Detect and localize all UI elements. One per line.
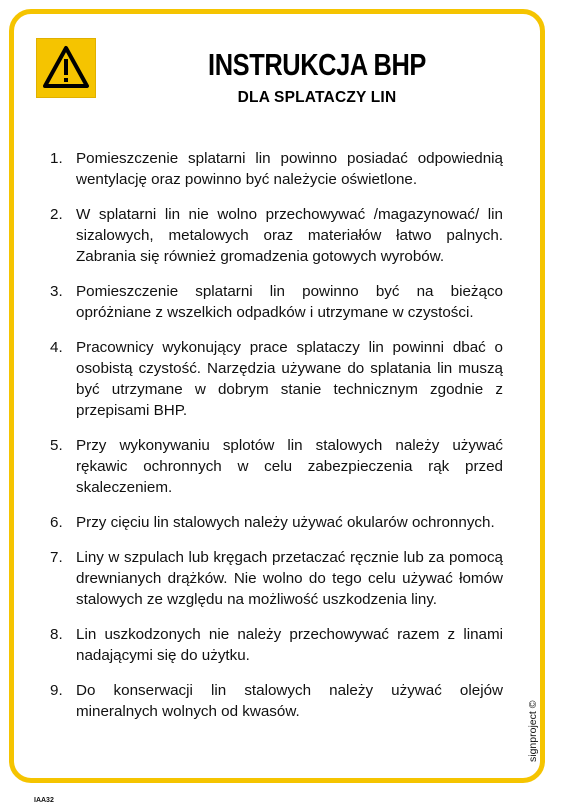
sign-frame (9, 9, 545, 783)
instruction-list (50, 148, 503, 736)
item-text: W splatarni lin nie wolno przechowywać /magazynować/ lin sizalowych, metalowych oraz materiałów łatwo palnych. Zabrania się również gromadzenia gotowych wyrobów. (76, 206, 503, 265)
list-item (50, 204, 503, 267)
item-number: 7. (50, 549, 63, 566)
item-text: Lin uszkodzonych nie należy przechowywać razem z linami nadającymi się do użytku. (76, 626, 503, 664)
item-number: 4. (50, 339, 63, 356)
warning-triangle-icon (37, 39, 95, 97)
item-number: 3. (50, 283, 63, 300)
item-number: 1. (50, 150, 63, 167)
list-item (50, 512, 503, 533)
list-item (50, 148, 503, 190)
item-number: 5. (50, 437, 63, 454)
item-text: Do konserwacji lin stalowych należy używać olejów mineralnych wolnych od kwasów. (76, 682, 503, 720)
product-code: IAA32 (34, 797, 54, 804)
list-item (50, 435, 503, 498)
item-text: Pomieszczenie splatarni lin powinno być na bieżąco opróżniane z wszelkich odpadków i utrzymane w czystości. (76, 283, 503, 321)
item-number: 9. (50, 682, 63, 699)
list-item (50, 547, 503, 610)
warning-sign (36, 38, 96, 98)
item-text: Przy cięciu lin stalowych należy używać okularów ochronnych. (76, 514, 495, 531)
list-item (50, 337, 503, 421)
item-text: Przy wykonywaniu splotów lin stalowych należy używać rękawic ochronnych w celu zabezpieczenia rąk przed skaleczeniem. (76, 437, 503, 496)
page-title: INSTRUKCJA BHP (208, 47, 426, 82)
page-subtitle: DLA SPLATACZY LIN (237, 89, 397, 106)
brand-label: signproject © (527, 700, 539, 762)
list-item (50, 624, 503, 666)
item-text: Pomieszczenie splatarni lin powinno posiadać odpowiednią wentylację oraz powinno być należycie oświetlone. (76, 150, 503, 188)
item-text: Liny w szpulach lub kręgach przetaczać ręcznie lub za pomocą drewnianych drążków. Nie wolno do tego celu używać łomów stalowych ze względu na możliwość uszkodzenia liny. (76, 549, 503, 608)
item-text: Pracownicy wykonujący prace splataczy lin powinni dbać o osobistą czystość. Narzędzia używane do splatania lin muszą być utrzymane w dobrym stanie technicznym zgodnie z przepisami BHP. (76, 339, 503, 419)
item-number: 8. (50, 626, 63, 643)
list-item (50, 680, 503, 722)
item-number: 2. (50, 206, 63, 223)
list-item (50, 281, 503, 323)
item-number: 6. (50, 514, 63, 531)
